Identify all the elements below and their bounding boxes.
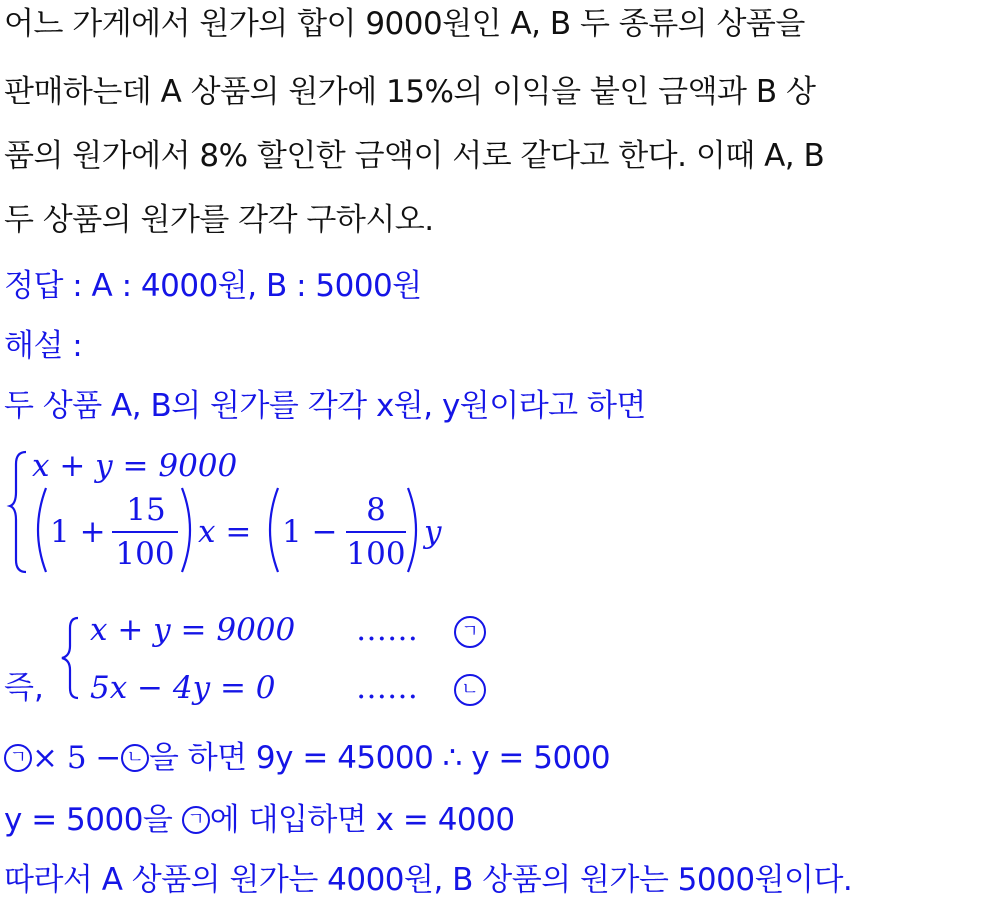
step1-op: × 5 − [32,740,121,776]
circled-giyeok-icon [454,616,486,648]
problem-line-3: 품의 원가에서 8% 할인한 금액이 서로 같다고 한다. 이때 A, B [4,138,825,174]
sys2-dots-1: …… [356,612,418,648]
sys1-frac1-num: 15 [126,492,166,528]
equation-system-1 [6,448,506,578]
solution-intro: 두 상품 A, B의 원가를 각각 x원, y원이라고 하면 [4,388,646,424]
sys1-eq2-end: y [424,514,442,550]
step1-rest: 을 하면 9y = 45000 ∴ y = 5000 [148,740,611,776]
step-2 [4,800,515,840]
circled-nieun-icon [454,674,486,706]
sys1-frac1-den: 100 [115,536,175,572]
equation-system-2 [4,606,564,716]
sys2-dots-2: …… [356,670,418,706]
step-1 [4,738,610,778]
sys1-eq2-left: 1 + [50,514,106,550]
sys1-eq1: x + y = 9000 [32,448,238,484]
mark2-glyph: ㄴ [126,747,144,768]
mark1-glyph: ㄱ [461,621,479,642]
circled-giyeok-icon [4,744,32,772]
sys1-frac2-num: 8 [366,492,386,528]
mark1-glyph: ㄱ [9,747,27,768]
mark1-glyph: ㄱ [187,809,205,830]
sys2-eq2: 5x − 4y = 0 [90,670,276,706]
step2-a: y = 5000을 [4,802,173,838]
problem-line-1: 어느 가게에서 원가의 합이 9000원인 A, B 두 종류의 상품을 [4,6,805,42]
sys2-eq1: x + y = 9000 [90,612,296,648]
problem-line-2: 판매하는데 A 상품의 원가에 15%의 이익을 붙인 금액과 B 상 [4,74,816,110]
answer-line: 정답 : A : 4000원, B : 5000원 [4,268,422,304]
mark2-glyph: ㄴ [461,679,479,700]
sys1-eq2-mid: x = [198,514,252,550]
sys1-eq2-right: 1 − [282,514,338,550]
circled-giyeok-icon [182,806,210,834]
conclusion: 따라서 A 상품의 원가는 4000원, B 상품의 원가는 5000원이다. [4,862,853,898]
sys1-frac2-den: 100 [346,536,406,572]
solution-header: 해설 : [4,328,83,364]
step2-b: 에 대입하면 x = 4000 [209,802,515,838]
problem-line-4: 두 상품의 원가를 각각 구하시오. [4,202,434,238]
sys2-prefix: 즉, [4,670,44,706]
circled-nieun-icon [121,744,149,772]
